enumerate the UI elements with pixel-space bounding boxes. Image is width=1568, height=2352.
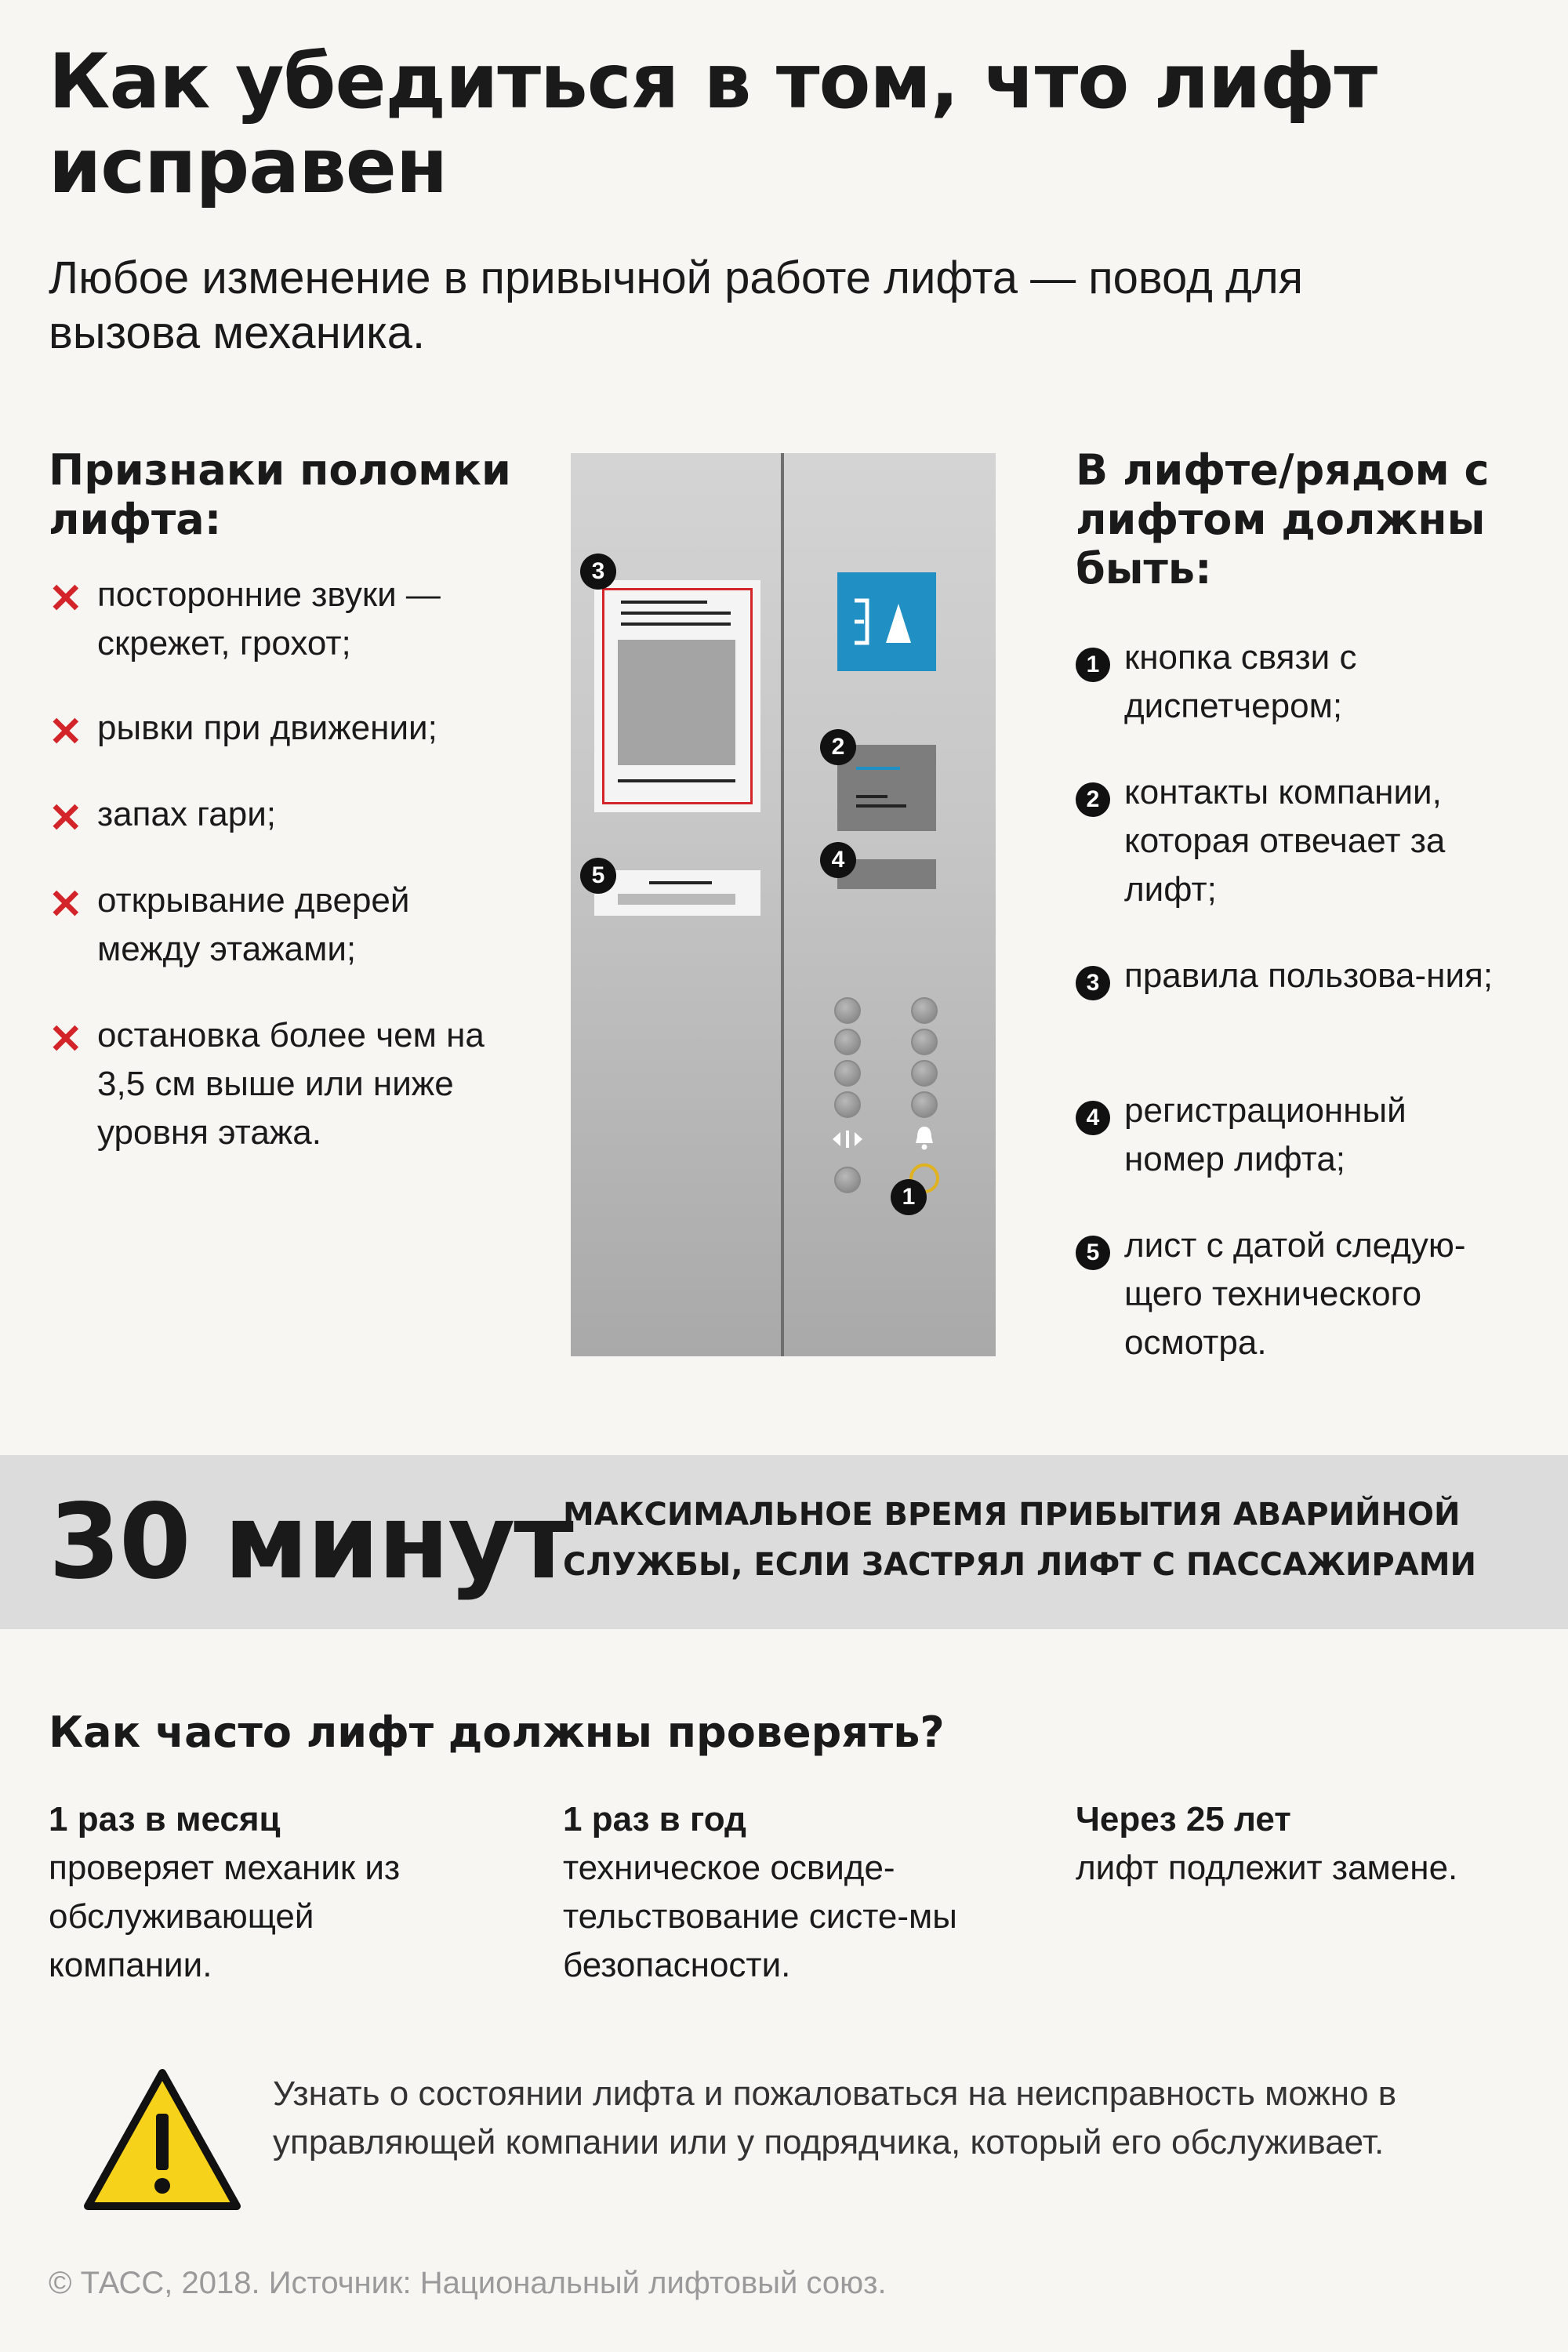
requirement-item: 5 лист с датой следую-щего технического осмотра. [1076,1221,1515,1367]
cross-icon: ✕ [49,1017,83,1062]
requirement-item: 4 регистрационный номер лифта; [1076,1087,1515,1184]
marker-5: 5 [580,858,616,894]
sign-item: ✕ остановка более чем на 3,5 см выше или ниже уровня этажа. [49,1016,485,1152]
marker-3: 3 [580,554,616,590]
inspection-date-sheet [594,870,760,916]
floor-button[interactable] [911,997,938,1024]
frequency-item: 1 раз в месяц проверяет механик из обслуживающей компании. [49,1800,401,1984]
door-open-button[interactable] [834,1167,861,1193]
floor-button[interactable] [834,1029,861,1055]
marker-2: 2 [820,729,856,765]
frequency-item: 1 раз в год техническое освиде-тельствование систе-мы безопасности. [563,1800,957,1984]
marker-1: 1 [891,1179,927,1215]
cross-icon: ✕ [49,576,83,622]
signs-heading: Признаки поломки лифта: [49,445,511,544]
floor-indicator-icon [837,572,936,671]
warning-text: Узнать о состоянии лифта и пожаловаться на неисправность можно в управляющей компании или у подрядчика, который его обслуживает. [273,2074,1397,2161]
requirements-heading: В лифте/рядом с лифтом должны быть: [1076,445,1490,593]
number-badge: 5 [1076,1236,1110,1270]
floor-button[interactable] [834,997,861,1024]
cross-icon: ✕ [49,882,83,927]
signs-section [49,445,519,1152]
warning-triangle-icon [82,2067,243,2212]
footer-credit: © ТАСС, 2018. Источник: Национальный лифтовый союз. [49,2266,887,2300]
cross-icon: ✕ [49,796,83,841]
floor-button[interactable] [911,1060,938,1087]
floor-button[interactable] [834,1060,861,1087]
requirements-section [1076,445,1546,1362]
requirement-item: 1 кнопка связи с диспетчером; [1076,633,1515,731]
requirement-item: 2 контакты компании, которая отвечает за лифт; [1076,768,1515,914]
number-badge: 1 [1076,648,1110,682]
page-title: Как убедиться в том, что лифт исправен [49,38,1377,210]
cross-icon: ✕ [49,710,83,755]
frequency-heading: Как часто лифт должны проверять? [49,1708,945,1757]
elevator-panel [571,453,996,1356]
page-subtitle: Любое изменение в привычной работе лифта — повод для вызова механика. [49,252,1304,358]
sign-item: ✕ открывание дверей между этажами; [49,881,410,968]
marker-4: 4 [820,842,856,878]
number-badge: 3 [1076,966,1110,1000]
banner-text: МАКСИМАЛЬНОЕ ВРЕМЯ ПРИБЫТИЯ АВАРИЙНОЙ СЛУЖБЫ, ЕСЛИ ЗАСТРЯЛ ЛИФТ С ПАССАЖИРАМИ [563,1497,1476,1583]
floor-button[interactable] [911,1029,938,1055]
frequency-item: Через 25 лет лифт подлежит замене. [1076,1800,1458,1887]
bell-icon [913,1124,936,1151]
door-seam [781,453,784,1356]
floor-button[interactable] [911,1091,938,1118]
floor-button[interactable] [834,1091,861,1118]
number-badge: 4 [1076,1101,1110,1135]
sign-item: ✕ посторонние звуки — скрежет, грохот; [49,575,441,662]
sign-item: ✕ запах гари; [49,795,276,841]
rules-sheet [594,580,760,812]
requirement-item: 3 правила пользова-ния; [1076,952,1515,1000]
sign-item: ✕ рывки при движении; [49,709,437,755]
door-open-close-icon [829,1129,866,1149]
banner-big-number: 30 минут [49,1482,572,1602]
number-badge: 2 [1076,782,1110,817]
